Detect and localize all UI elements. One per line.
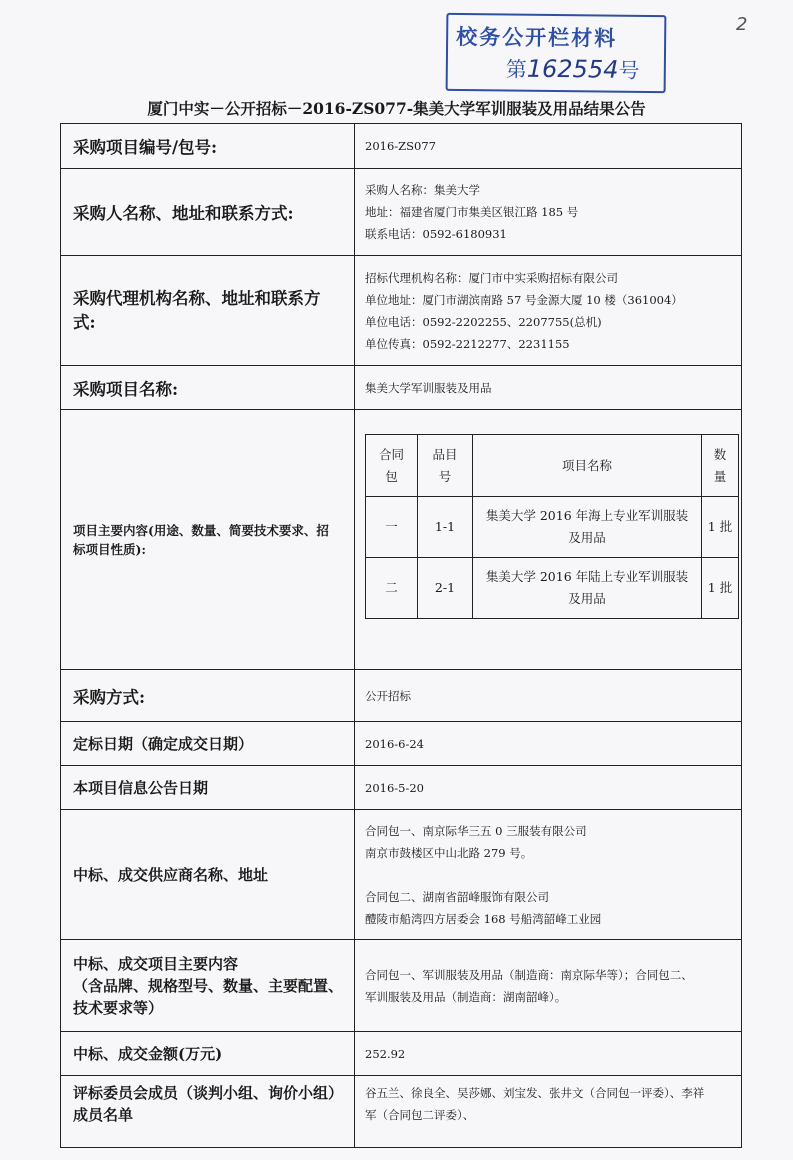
stamp-text: 校务公开栏材料 <box>456 24 618 51</box>
award-content-line1: 合同包一、军训服装及用品（制造商：南京际华等）；合同包二、 <box>365 967 693 982</box>
stamp-number-2: 54 <box>587 55 619 84</box>
item-number: 1-1 <box>418 497 473 558</box>
row-amount <box>61 1032 742 1076</box>
row-award-content <box>61 940 742 1032</box>
item-number: 2-1 <box>418 558 473 619</box>
label-award-content <box>61 940 355 1032</box>
label-content-line2: 标项目性质): <box>73 541 147 557</box>
value-agency <box>355 256 742 366</box>
label-project-name: 采购项目名称: <box>61 366 355 410</box>
items-header-row <box>366 435 739 497</box>
item-name: 集美大学 2016 年海上专业军训服装 及用品 <box>473 497 702 558</box>
label-project-no: 采购项目编号/包号: <box>61 124 355 169</box>
purchaser-name: 采购人名称：集美大学 <box>365 183 480 197</box>
award-content-line2: 军训服装及用品（制造商：湖南韶峰）。 <box>365 989 567 1004</box>
value-amount: 252.92 <box>355 1032 742 1076</box>
value-award-content <box>355 940 742 1032</box>
stamp-suffix: 号 <box>618 58 640 83</box>
label-committee <box>61 1076 355 1148</box>
archive-stamp <box>446 13 667 93</box>
row-award-date <box>61 722 742 766</box>
stamp-prefix: 第 <box>505 57 527 82</box>
label-agency <box>61 256 355 366</box>
header-item-name: 项目名称 <box>473 435 702 497</box>
label-content-line1: 项目主要内容(用途、数量、简要技术要求、招 <box>73 522 329 538</box>
value-suppliers <box>355 810 742 940</box>
committee-line1: 谷五兰、徐良全、吴莎娜、刘宝发、张井文（合同包一评委）、李祥 <box>365 1086 705 1100</box>
supplier-spacer <box>365 864 741 886</box>
label-agency-line2: 式: <box>73 312 96 332</box>
row-content <box>61 410 742 670</box>
label-award-content-line1: 中标、成交项目主要内容 <box>73 954 239 973</box>
item-quantity: 1 批 <box>702 558 739 619</box>
row-method <box>61 670 742 722</box>
row-suppliers <box>61 810 742 940</box>
supplier-2-name: 合同包二、湖南省韶峰服饰有限公司 <box>365 889 549 904</box>
label-committee-line1: 评标委员会成员（谈判小组、询价小组） <box>73 1084 344 1102</box>
stamp-number-line <box>506 53 640 84</box>
agency-phone: 单位电话：0592-2202255、2207755(总机) <box>365 314 602 329</box>
value-award-date: 2016-6-24 <box>355 722 742 766</box>
supplier-2-address: 醴陵市船湾四方居委会 168 号船湾韶峰工业园 <box>365 911 602 926</box>
items-table <box>365 434 739 619</box>
row-purchaser <box>61 169 742 256</box>
label-amount: 中标、成交金额(万元) <box>61 1032 355 1076</box>
row-project-no <box>61 124 742 169</box>
value-content <box>355 410 742 670</box>
announcement-table <box>60 123 742 1148</box>
label-suppliers: 中标、成交供应商名称、地址 <box>61 810 355 940</box>
item-package: 一 <box>366 497 418 558</box>
agency-fax: 单位传真：0592-2212277、2231155 <box>365 336 570 351</box>
row-agency <box>61 256 742 366</box>
label-purchaser: 采购人名称、地址和联系方式: <box>61 169 355 256</box>
item-quantity: 1 批 <box>702 497 739 558</box>
purchaser-phone: 联系电话：0592-6180931 <box>365 227 507 241</box>
header-item-no: 品目 号 <box>418 435 473 497</box>
label-committee-line2: 成员名单 <box>73 1106 134 1124</box>
handwritten-mark: 2 <box>736 14 748 35</box>
committee-line2: 军（合同包二评委）、 <box>365 1108 475 1122</box>
label-content <box>61 410 355 670</box>
row-committee <box>61 1076 742 1148</box>
value-committee <box>355 1076 742 1148</box>
label-award-content-line2: （含品牌、规格型号、数量、主要配置、 <box>73 976 344 995</box>
label-award-content-line3: 技术要求等） <box>73 998 164 1017</box>
items-row <box>366 558 739 619</box>
header-quantity: 数 量 <box>702 435 739 497</box>
page-title: 厦门中实－公开招标－2016-ZS077-集美大学军训服装及用品结果公告 <box>147 99 646 118</box>
label-agency-line1: 采购代理机构名称、地址和联系方 <box>73 288 321 308</box>
agency-name: 招标代理机构名称：厦门市中实采购招标有限公司 <box>365 270 618 285</box>
header-package: 合同 包 <box>366 435 418 497</box>
agency-address: 单位地址：厦门市湖滨南路 57 号金源大厦 10 楼（361004） <box>365 292 683 307</box>
value-project-name: 集美大学军训服装及用品 <box>355 366 742 410</box>
label-award-date: 定标日期（确定成交日期） <box>61 722 355 766</box>
value-purchaser <box>355 169 742 256</box>
items-row <box>366 497 739 558</box>
item-package: 二 <box>366 558 418 619</box>
stamp-number: 1625 <box>526 54 589 84</box>
supplier-1-address: 南京市鼓楼区中山北路 279 号。 <box>365 845 533 860</box>
row-project-name <box>61 366 742 410</box>
value-notice-date: 2016-5-20 <box>355 766 742 810</box>
item-name: 集美大学 2016 年陆上专业军训服装 及用品 <box>473 558 702 619</box>
label-notice-date: 本项目信息公告日期 <box>61 766 355 810</box>
supplier-1-name: 合同包一、南京际华三五 0 三服装有限公司 <box>365 823 587 838</box>
label-method: 采购方式: <box>61 670 355 722</box>
value-project-no: 2016-ZS077 <box>355 124 742 169</box>
purchaser-address: 地址：福建省厦门市集美区银江路 185 号 <box>365 205 579 219</box>
value-method: 公开招标 <box>355 670 742 722</box>
row-notice-date <box>61 766 742 810</box>
